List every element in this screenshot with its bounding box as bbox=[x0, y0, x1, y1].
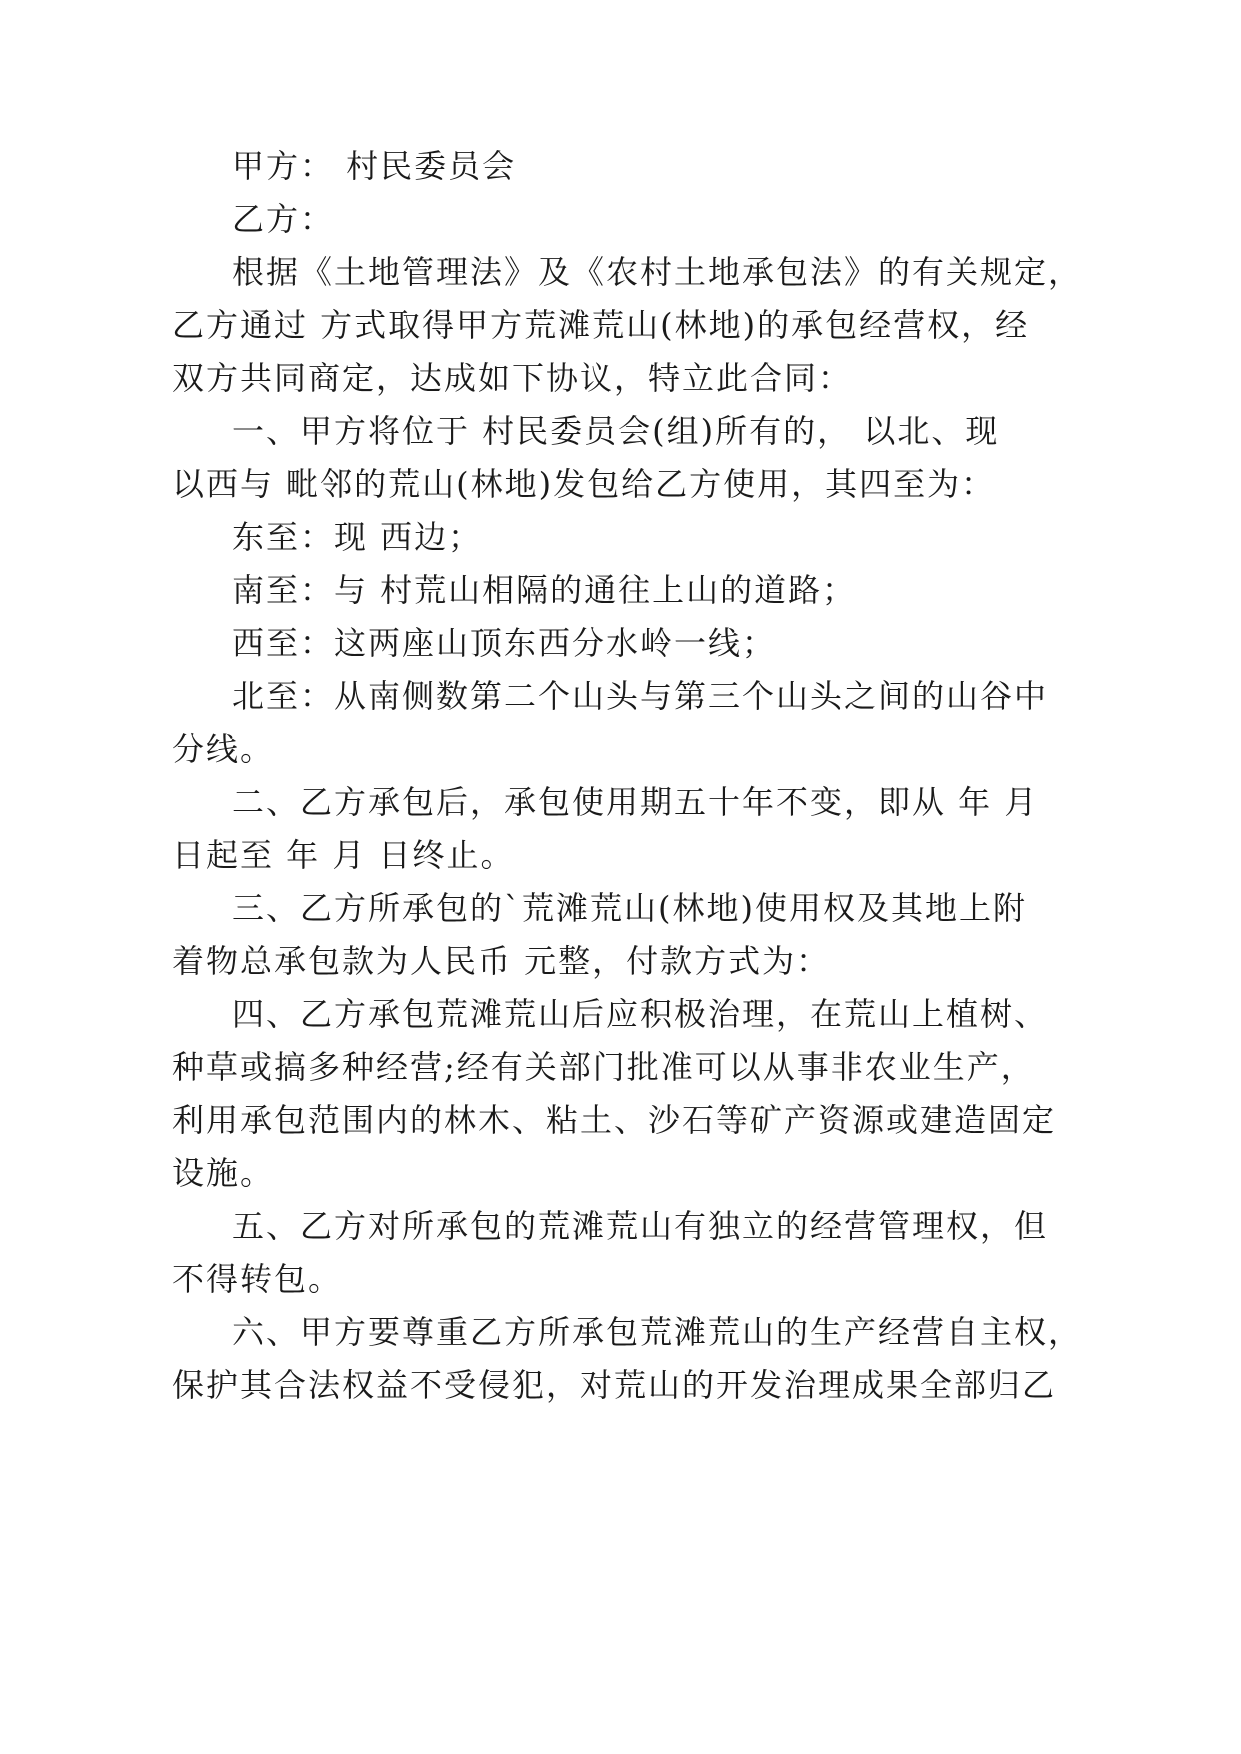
text-line: 不得转包。 bbox=[172, 1260, 343, 1298]
text-line: 五、乙方对所承包的荒滩荒山有独立的经营管理权，但 bbox=[232, 1207, 1049, 1245]
text-line: 保护其合法权益不受侵犯，对荒山的开发治理成果全部归乙 bbox=[172, 1366, 1057, 1404]
text-line: 四、乙方承包荒滩荒山后应积极治理，在荒山上植树、 bbox=[232, 995, 1049, 1033]
text-line: 北至：从南侧数第二个山头与第三个山头之间的山谷中 bbox=[232, 677, 1049, 715]
text-line: 一、甲方将位于 村民委员会(组)所有的， 以北、现 bbox=[232, 412, 1000, 450]
text-line: 以西与 毗邻的荒山(林地)发包给乙方使用，其四至为： bbox=[172, 465, 996, 503]
text-line: 种草或搞多种经营;经有关部门批准可以从事非农业生产， bbox=[172, 1048, 1035, 1086]
text-line: 南至：与 村荒山相隔的通往上山的道路； bbox=[232, 571, 857, 609]
text-line: 六、甲方要尊重乙方所承包荒滩荒山的生产经营自主权， bbox=[232, 1313, 1083, 1351]
text-line: 乙方通过 方式取得甲方荒滩荒山(林地)的承包经营权，经 bbox=[172, 306, 1030, 344]
text-line: 分线。 bbox=[172, 730, 275, 768]
text-line: 东至：现 西边； bbox=[232, 518, 483, 556]
text-line: 根据《土地管理法》及《农村土地承包法》的有关规定， bbox=[232, 253, 1083, 291]
text-line: 乙方： bbox=[232, 200, 335, 238]
text-line: 日起至 年 月 日终止。 bbox=[172, 836, 515, 874]
text-line: 三、乙方所承包的`荒滩荒山(林地)使用权及其地上附 bbox=[232, 889, 1027, 927]
text-line: 利用承包范围内的林木、粘土、沙石等矿产资源或建造固定 bbox=[172, 1101, 1057, 1139]
text-line: 甲方： 村民委员会 bbox=[232, 147, 517, 185]
text-line: 设施。 bbox=[172, 1154, 275, 1192]
text-line: 着物总承包款为人民币 元整，付款方式为： bbox=[172, 942, 831, 980]
text-line: 西至：这两座山顶东西分水岭一线； bbox=[232, 624, 777, 662]
text-line: 双方共同商定，达成如下协议，特立此合同： bbox=[172, 359, 853, 397]
text-line: 二、乙方承包后，承包使用期五十年不变，即从 年 月 bbox=[232, 783, 1039, 821]
